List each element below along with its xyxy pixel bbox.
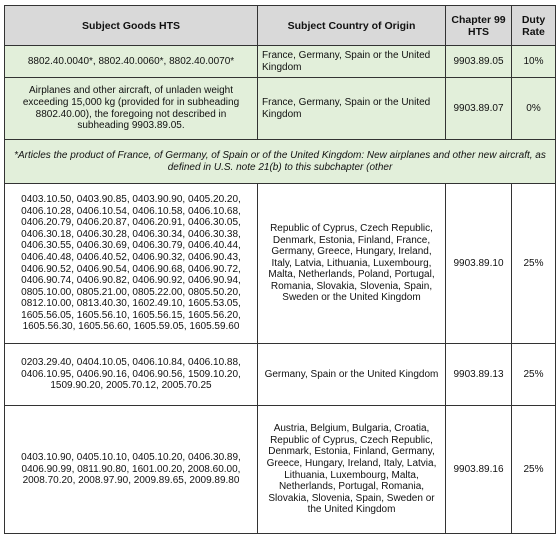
chapter-cell: 9903.89.05 xyxy=(446,46,512,78)
chapter-cell: 9903.89.13 xyxy=(446,344,512,406)
goods-cell: 0403.10.90, 0405.10.10, 0405.10.20, 0406.30.89, 0406.90.99, 0811.90.80, 1601.00.20, 2008.60.00, 2008.70.20, 2008.97.90, 2009.89.65, 2009.89.80 xyxy=(5,406,258,534)
chapter-cell: 9903.89.16 xyxy=(446,406,512,534)
table-row xyxy=(5,344,556,406)
table-row xyxy=(5,46,556,78)
duty-rate-cell: 0% xyxy=(512,78,556,140)
header-duty-rate: Duty Rate xyxy=(512,6,556,46)
header-country-of-origin: Subject Country of Origin xyxy=(258,6,446,46)
hts-duty-table xyxy=(4,5,556,534)
country-cell: France, Germany, Spain or the United Kingdom xyxy=(258,78,446,140)
table-row xyxy=(5,406,556,534)
goods-cell: Airplanes and other aircraft, of unladen weight exceeding 15,000 kg (provided for in subheading 8802.40.00), the foregoing not described in subheading 9903.89.05. xyxy=(5,78,258,140)
goods-cell: 8802.40.0040*, 8802.40.0060*, 8802.40.0070* xyxy=(5,46,258,78)
footnote: *Articles the product of France, of Germany, of Spain or of the United Kingdom: New airplanes and other new aircraft, as defined in U.S. note 21(b) to this subchapter (other xyxy=(5,140,556,184)
duty-rate-cell: 25% xyxy=(512,344,556,406)
table-row xyxy=(5,78,556,140)
country-cell: Republic of Cyprus, Czech Republic, Denmark, Estonia, Finland, France, Germany, Greece, Hungary, Ireland, Italy, Latvia, Lithuania, Luxembourg, Malta, Netherlands, Poland, Portugal, Romania, Slovakia, Slovenia, Spain, Sweden or the United Kingdom xyxy=(258,184,446,344)
country-cell: France, Germany, Spain or the United Kingdom xyxy=(258,46,446,78)
country-cell: Germany, Spain or the United Kingdom xyxy=(258,344,446,406)
chapter-cell: 9903.89.07 xyxy=(446,78,512,140)
table-row xyxy=(5,184,556,344)
duty-rate-cell: 10% xyxy=(512,46,556,78)
goods-cell: 0203.29.40, 0404.10.05, 0406.10.84, 0406.10.88, 0406.10.95, 0406.90.16, 0406.90.56, 1509.10.20, 1509.90.20, 2005.70.12, 2005.70.25 xyxy=(5,344,258,406)
header-chapter-99: Chapter 99 HTS xyxy=(446,6,512,46)
duty-rate-cell: 25% xyxy=(512,406,556,534)
header-row xyxy=(5,6,556,46)
header-subject-goods: Subject Goods HTS xyxy=(5,6,258,46)
goods-cell: 0403.10.50, 0403.90.85, 0403.90.90, 0405.20.20, 0406.10.28, 0406.10.54, 0406.10.58, 0406.10.68, 0406.20.79, 0406.20.87, 0406.20.91, 0406.30.05, 0406.30.18, 0406.30.28, 0406.30.34, 0406.30.38, 0406.30.55, 0406.30.69, 0406.30.79, 0406.40.44, 0406.40.48, 0406.40.52, 0406.90.32, 0406.90.43, 0406.90.52, 0406.90.54, 0406.90.68, 0406.90.72, 0406.90.74, 0406.90.82, 0406.90.92, 0406.90.94, 0805.10.00, 0805.21.00, 0805.22.00, 0805.50.20, 0812.10.00, 0813.40.30, 1602.49.10, 1605.53.05, 1605.56.05, 1605.56.10, 1605.56.15, 1605.56.20, 1605.56.30, 1605.56.60, 1605.59.05, 1605.59.60 xyxy=(5,184,258,344)
chapter-cell: 9903.89.10 xyxy=(446,184,512,344)
footnote-row xyxy=(5,140,556,184)
country-cell: Austria, Belgium, Bulgaria, Croatia, Republic of Cyprus, Czech Republic, Denmark, Estonia, Finland, Germany, Greece, Hungary, Ireland, Italy, Latvia, Lithuania, Luxembourg, Malta, Netherlands, Portugal, Romania, Slovakia, Slovenia, Spain, Sweden or the United Kingdom xyxy=(258,406,446,534)
duty-rate-cell: 25% xyxy=(512,184,556,344)
